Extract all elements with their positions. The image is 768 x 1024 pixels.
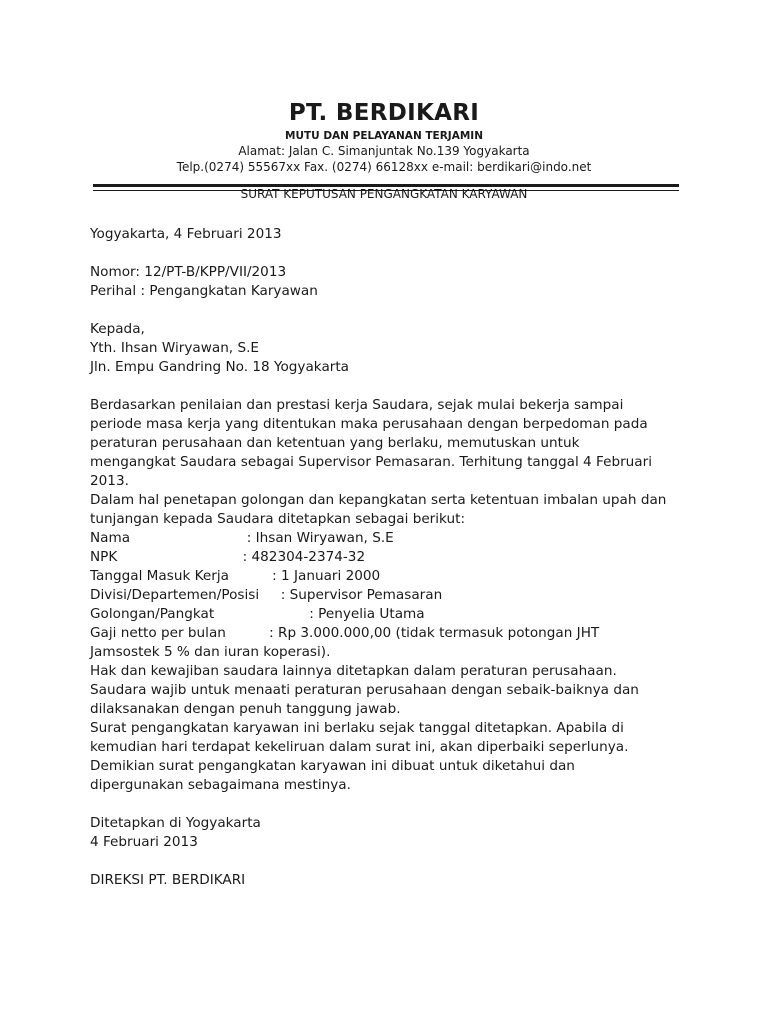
body-line: dipergunakan sebagaimana mestinya. bbox=[90, 777, 351, 793]
document-title: SURAT KEPUTUSAN PENGANGKATAN KARYAWAN bbox=[240, 187, 528, 199]
body-line: Saudara wajib untuk menaati peraturan perusahaan dengan sebaik-baiknya dan bbox=[90, 682, 639, 698]
body-line: dilaksanakan dengan penuh tanggung jawab. bbox=[90, 701, 401, 717]
body-line: 2013. bbox=[90, 473, 129, 489]
detail-grade: Golongan/Pangkat : Penyelia Utama bbox=[90, 606, 425, 622]
body-line: Dalam hal penetapan golongan dan kepangkatan serta ketentuan imbalan upah dan bbox=[90, 492, 667, 508]
detail-salary: Gaji netto per bulan : Rp 3.000.000,00 (tidak termasuk potongan JHT bbox=[90, 625, 600, 641]
company-address: Alamat: Jalan C. Simanjuntak No.139 Yogyakarta bbox=[238, 144, 530, 158]
detail-name: Nama : Ihsan Wiryawan, S.E bbox=[90, 530, 394, 546]
body-line: mengangkat Saudara sebagai Supervisor Pemasaran. Terhitung tanggal 4 Februari bbox=[90, 454, 652, 470]
body-line: periode masa kerja yang ditentukan maka perusahaan dengan berpedoman pada bbox=[90, 416, 648, 432]
body-line: kemudian hari terdapat kekeliruan dalam surat ini, akan diperbaiki seperlunya. bbox=[90, 739, 629, 755]
body-line: peraturan perusahaan dan ketentuan yang berlaku, memutuskan untuk bbox=[90, 435, 580, 451]
body-line: Demikian surat pengangkatan karyawan ini dibuat untuk diketahui dan bbox=[90, 758, 575, 774]
detail-npk: NPK : 482304-2374-32 bbox=[90, 549, 366, 565]
recipient-name: Yth. Ihsan Wiryawan, S.E bbox=[90, 340, 259, 356]
detail-position: Divisi/Departemen/Posisi : Supervisor Pemasaran bbox=[90, 587, 443, 603]
closing-place: Ditetapkan di Yogyakarta bbox=[90, 815, 261, 831]
recipient-greeting: Kepada, bbox=[90, 321, 145, 337]
signatory: DIREKSI PT. BERDIKARI bbox=[90, 872, 246, 888]
letter-number: Nomor: 12/PT-B/KPP/VII/2013 bbox=[90, 264, 287, 280]
letter-body bbox=[90, 225, 690, 890]
body-line: tunjangan kepada Saudara ditetapkan sebagai berikut: bbox=[90, 511, 466, 527]
letterhead bbox=[0, 98, 768, 175]
closing-date: 4 Februari 2013 bbox=[90, 834, 198, 850]
letter-subject: Perihal : Pengangkatan Karyawan bbox=[90, 283, 318, 299]
place-date: Yogyakarta, 4 Februari 2013 bbox=[90, 226, 282, 242]
body-line: Hak dan kewajiban saudara lainnya ditetapkan dalam peraturan perusahaan. bbox=[90, 663, 617, 679]
recipient-address: Jln. Empu Gandring No. 18 Yogyakarta bbox=[90, 359, 350, 375]
company-contact: Telp.(0274) 55567xx Fax. (0274) 66128xx e-mail: berdikari@indo.net bbox=[176, 160, 592, 174]
company-motto: MUTU DAN PELAYANAN TERJAMIN bbox=[285, 130, 483, 142]
detail-start-date: Tanggal Masuk Kerja : 1 Januari 2000 bbox=[90, 568, 381, 584]
detail-salary-note: Jamsostek 5 % dan iuran koperasi). bbox=[90, 644, 331, 660]
company-name: PT. BERDIKARI bbox=[288, 100, 480, 126]
body-line: Surat pengangkatan karyawan ini berlaku sejak tanggal ditetapkan. Apabila di bbox=[90, 720, 624, 736]
body-line: Berdasarkan penilaian dan prestasi kerja Saudara, sejak mulai bekerja sampai bbox=[90, 397, 624, 413]
